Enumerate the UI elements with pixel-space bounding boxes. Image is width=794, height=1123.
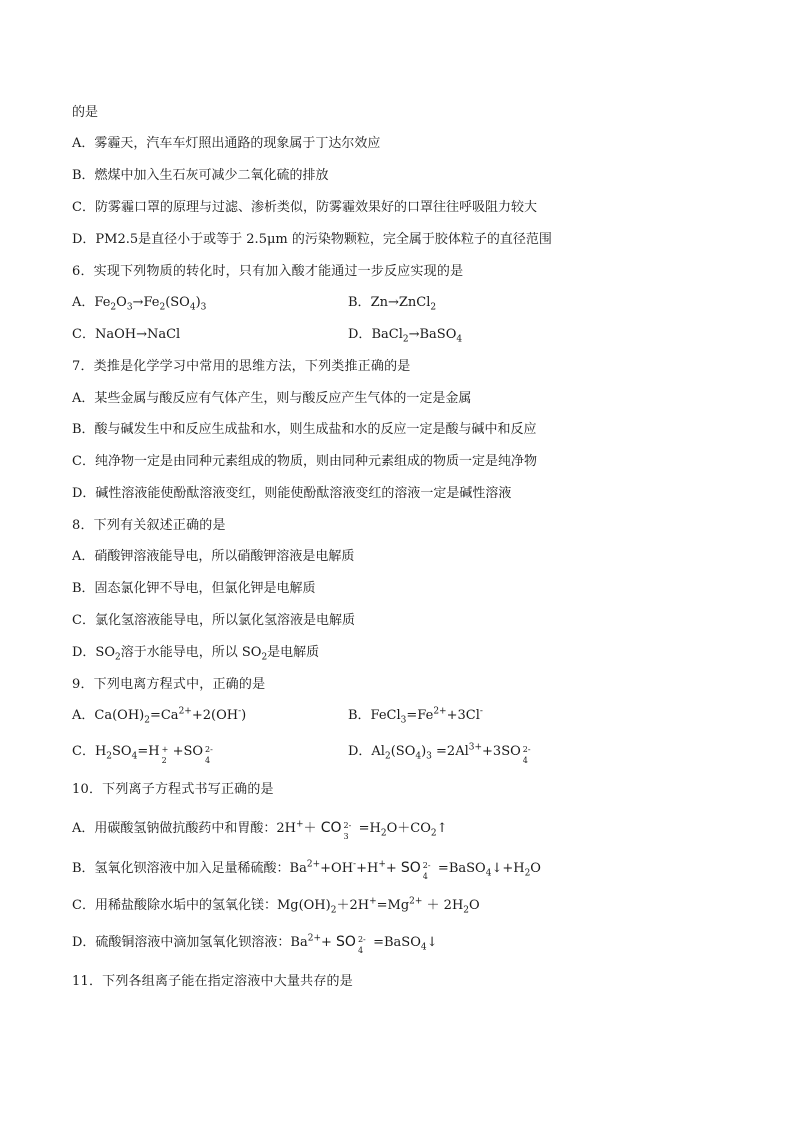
q9-option-b: B．$FeCl_3=Fe^{2+}+3Cl^-$ — [348, 706, 483, 726]
q8-option-d: D．$SO_2$溶于水能导电，所以 $SO_2$是电解质 — [72, 645, 320, 663]
q6-stem: 6．实现下列物质的转化时，只有加入酸才能通过一步反应实现的是 — [72, 264, 464, 279]
prev-question-tail: 的是 — [72, 105, 99, 120]
q9-option-a: A．$Ca(OH)_2=Ca^{2+}+2(OH^-)$ — [72, 706, 247, 726]
q5-option-b: B．燃煤中加入生石灰可减少二氧化硫的排放 — [72, 168, 329, 183]
q8-option-c: C．氯化氢溶液能导电，所以氯化氢溶液是电解质 — [72, 613, 355, 628]
q5-option-a: A．雾霾天，汽车车灯照出通路的现象属于丁达尔效应 — [72, 136, 381, 151]
q9-stem: 9．下列电离方程式中，正确的是 — [72, 677, 266, 692]
q6-option-d: D．BaCl$_2$→BaSO$_4$ — [348, 327, 463, 345]
q7-option-a: A．某些金属与酸反应有气体产生，则与酸反应产生气体的一定是金属 — [72, 391, 472, 406]
q9-option-d: D．$Al_2(SO_4)_3 =2Al^{3+}+3SO$ 2- 4 — [348, 742, 531, 765]
q9-option-c: C．$H_2SO_4=H$ + 2 +SO 2- 4 — [72, 744, 213, 765]
q6-option-a: A．$Fe_2O_3\to Fe_2(SO_4)_3$ — [72, 295, 207, 313]
q10-option-d: D．硫酸铜溶液中滴加氢氧化钡溶液：$Ba^{2+}+$ SO 2- 4 =BaSO$_4$↓ — [72, 933, 438, 955]
q5-option-d: D．PM2.5是直径小于或等于 2.5μm 的污染物颗粒，完全属于胶体粒子的直径范围 — [72, 232, 552, 247]
q7-option-b: B．酸与碱发生中和反应生成盐和水，则生成盐和水的反应一定是酸与碱中和反应 — [72, 422, 537, 437]
q10-stem: 10．下列离子方程式书写正确的是 — [72, 782, 274, 797]
q10-option-c: C．用稀盐酸除水垢中的氢氧化镁：$Mg(OH)_2+2H^+=Mg^{2+} + 2H_2O$ — [72, 896, 480, 916]
q10-option-b: B．氢氧化钡溶液中加入足量稀硫酸：$Ba^{2+}+OH^-+H^++$ SO 2- 4 $=BaSO_4↓+H_2O$ — [72, 859, 541, 881]
q11-stem: 11．下列各组离子能在指定溶液中大量共存的是 — [72, 974, 353, 989]
q8-option-a: A．硝酸钾溶液能导电，所以硝酸钾溶液是电解质 — [72, 549, 355, 564]
q6-option-b: B．Zn→ZnCl$_2$ — [348, 295, 437, 313]
q10-option-a: A．用碳酸氢钠做抗酸药中和胃酸：2H+＋ CO 2- 3 $=H_2O+CO_2↑$ — [72, 819, 448, 841]
q8-option-b: B．固态氯化钾不导电，但氯化钾是电解质 — [72, 581, 316, 596]
q7-option-c: C．纯净物一定是由同种元素组成的物质，则由同种元素组成的物质一定是纯净物 — [72, 454, 537, 469]
q5-option-c: C．防雾霾口罩的原理与过滤、渗析类似，防雾霾效果好的口罩往往呼吸阻力较大 — [72, 200, 537, 215]
q7-option-d: D．碱性溶液能使酚酞溶液变红，则能使酚酞溶液变红的溶液一定是碱性溶液 — [72, 486, 512, 501]
q8-stem: 8．下列有关叙述正确的是 — [72, 518, 226, 533]
q7-stem: 7．类推是化学学习中常用的思维方法，下列类推正确的是 — [72, 359, 411, 374]
q6-option-c: C．NaOH→NaCl — [72, 327, 181, 342]
